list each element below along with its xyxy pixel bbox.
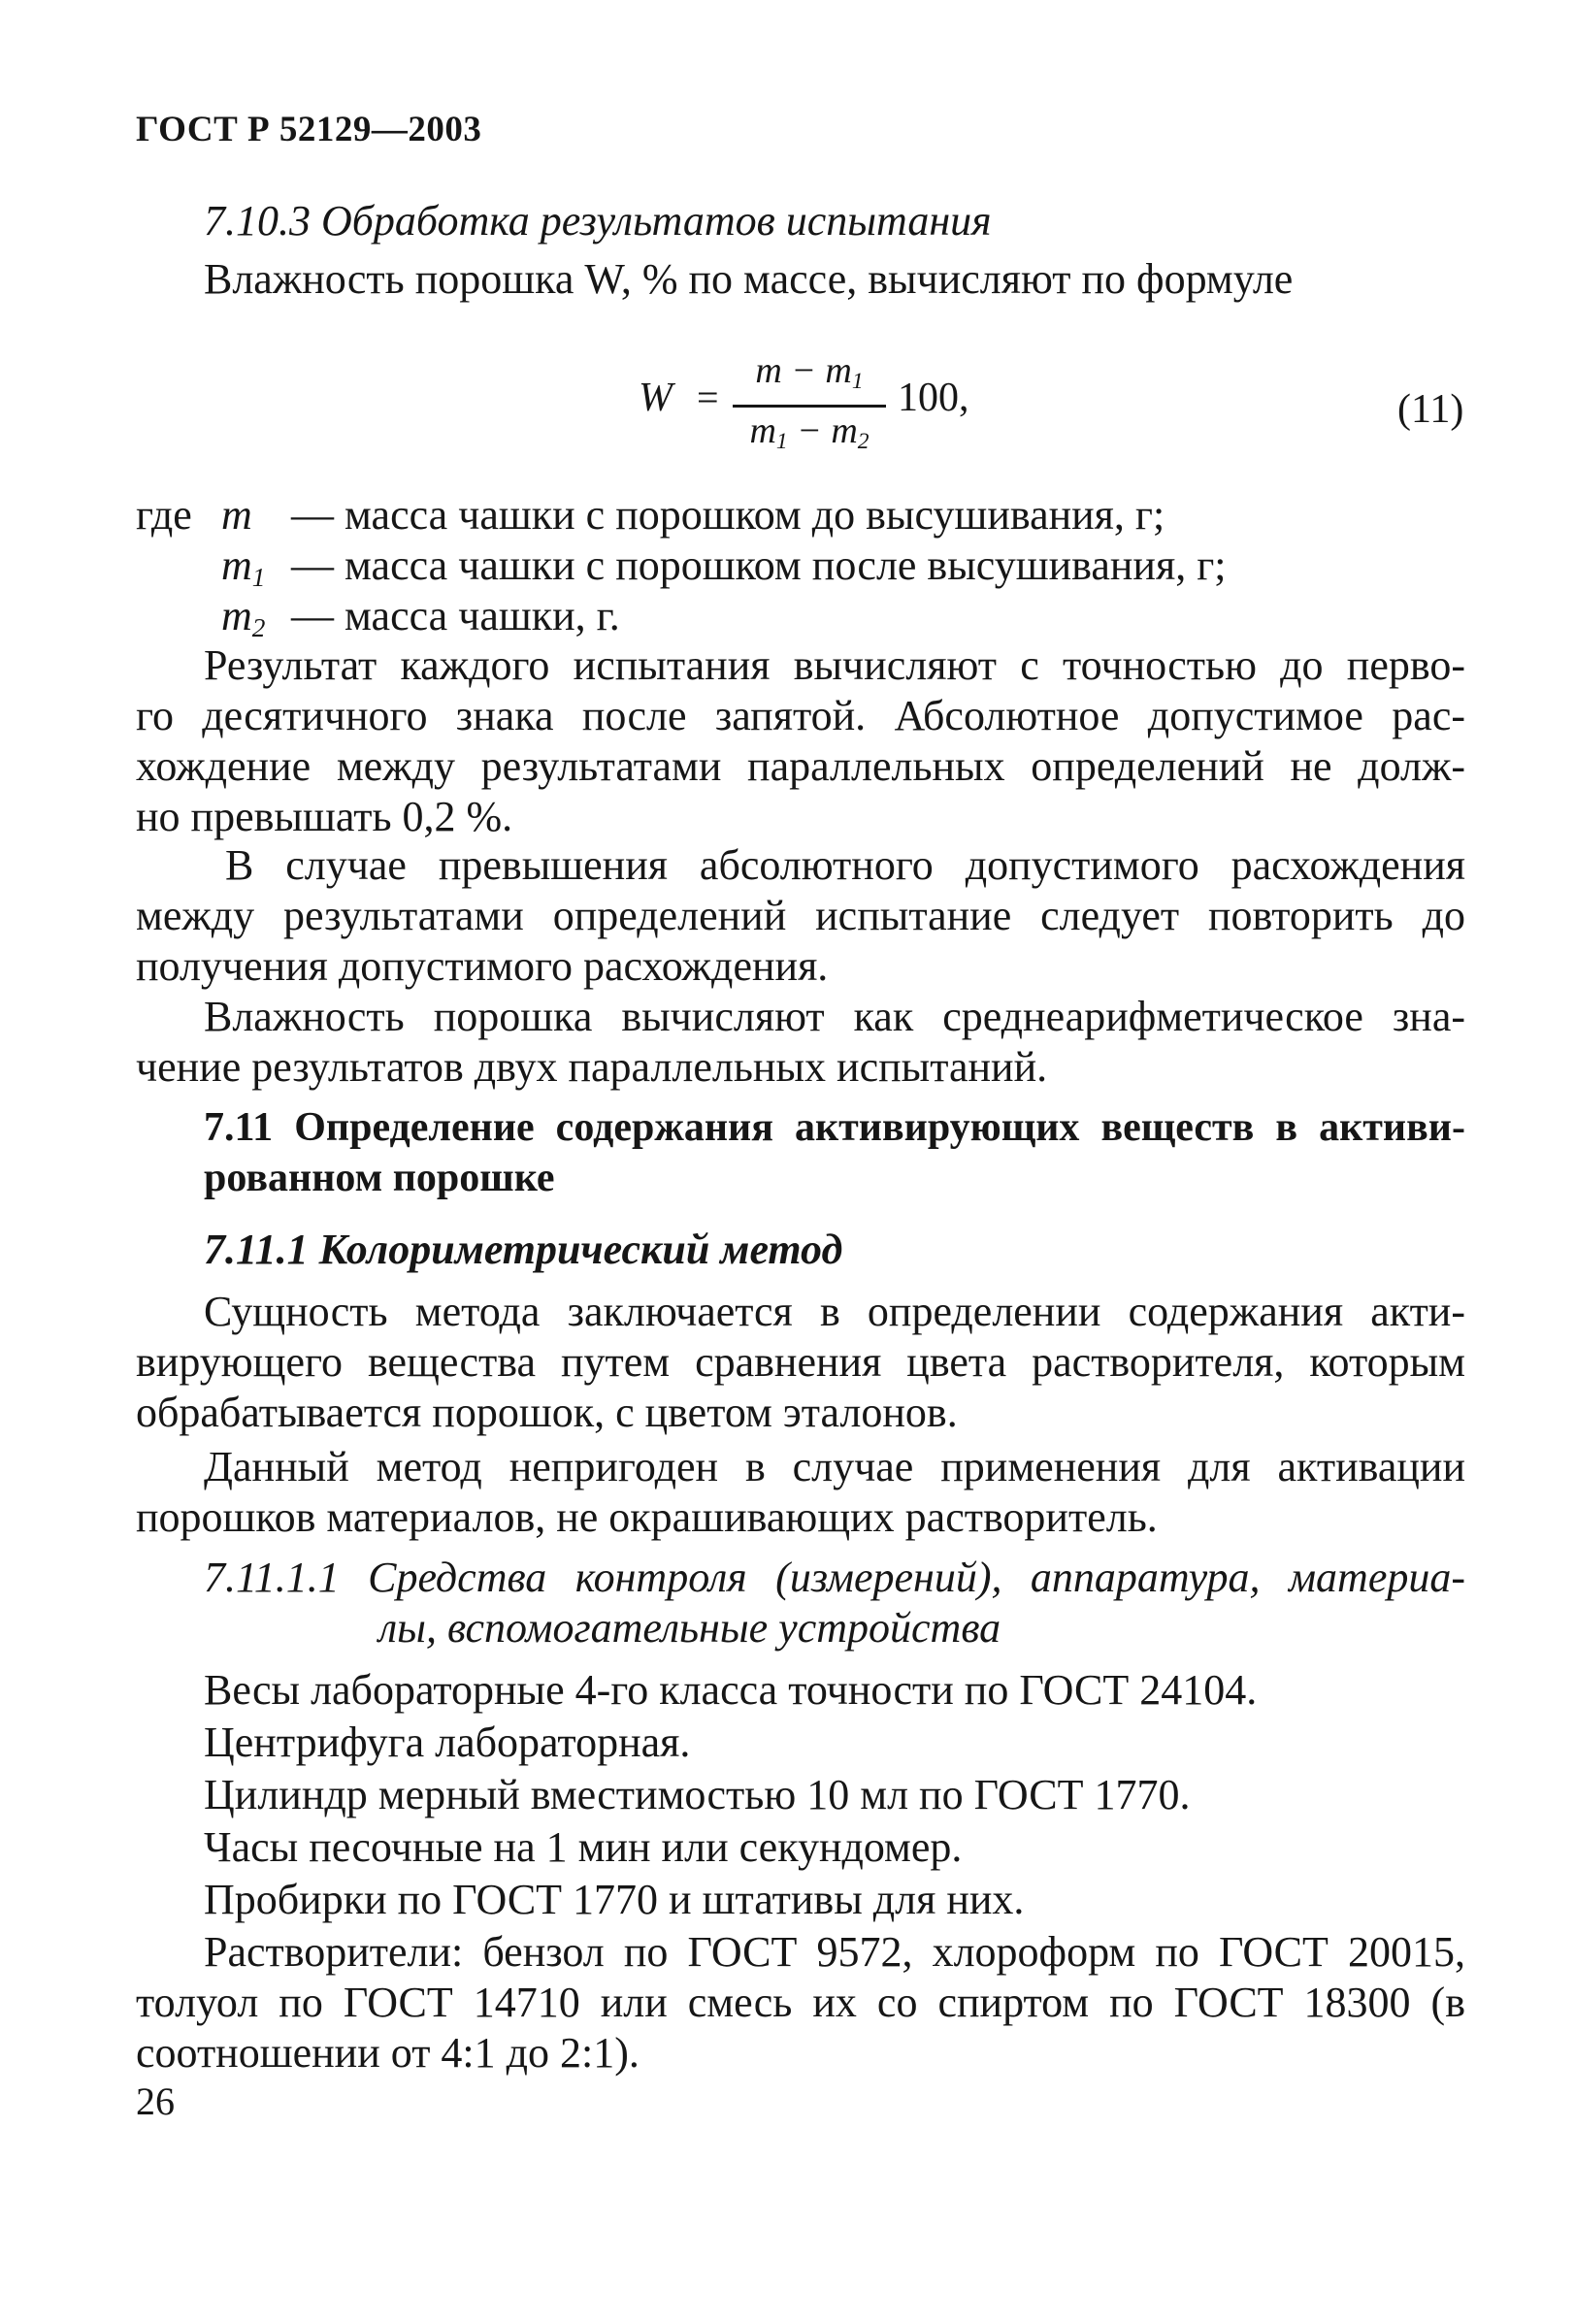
formula-fraction bbox=[733, 349, 886, 463]
document-header: ГОСТ Р 52129—2003 bbox=[136, 110, 482, 149]
paragraph-line: хождение между результатами параллельных определений не долж- bbox=[136, 742, 1465, 790]
equipment-item: Пробирки по ГОСТ 1770 и штативы для них. bbox=[204, 1876, 1025, 1923]
paragraph-line: толуол по ГОСТ 14710 или смесь их со спиртом по ГОСТ 18300 (в bbox=[136, 1979, 1465, 2026]
definition-text: — масса чашки, г. bbox=[291, 592, 620, 639]
paragraph-line: В случае превышения абсолютного допустимого расхождения bbox=[225, 841, 1465, 889]
formula-equals: = bbox=[697, 376, 719, 419]
formula-11 bbox=[0, 349, 1575, 466]
paragraph-line: но превышать 0,2 %. bbox=[136, 793, 513, 840]
formula-number: (11) bbox=[1397, 387, 1464, 432]
equipment-item: Часы песочные на 1 мин или секундомер. bbox=[204, 1823, 963, 1871]
section-7-11-1-1-title: лы, вспомогательные устройства bbox=[378, 1604, 1001, 1652]
paragraph-line: Результат каждого испытания вычисляют с точностью до перво- bbox=[204, 641, 1465, 689]
equipment-item: Весы лабораторные 4-го класса точности по ГОСТ 24104. bbox=[204, 1666, 1258, 1714]
equipment-item: Центрифуга лабораторная. bbox=[204, 1718, 691, 1766]
section-7-11-1-1-title: 7.11.1.1 Средства контроля (измерений), аппаратура, материа- bbox=[204, 1554, 1465, 1601]
paragraph-line: Данный метод непригоден в случае применения для активации bbox=[204, 1443, 1465, 1490]
paragraph-line: Растворители: бензол по ГОСТ 9572, хлороформ по ГОСТ 20015, bbox=[204, 1928, 1465, 1976]
paragraph-line: обрабатывается порошок, с цветом эталонов. bbox=[136, 1389, 958, 1436]
paragraph-line: вирующего вещества путем сравнения цвета растворителя, которым bbox=[136, 1338, 1465, 1386]
paragraph-line: Влажность порошка вычисляют как среднеарифметическое зна- bbox=[204, 993, 1465, 1040]
section-7-11-1-title: 7.11.1 Колориметрический метод bbox=[204, 1226, 843, 1273]
formula-multiplier: 100, bbox=[898, 376, 969, 420]
formula-intro: Влажность порошка W, % по массе, вычисляют по формуле bbox=[204, 255, 1294, 303]
definition-symbol: m bbox=[221, 491, 252, 539]
formula-denominator: $m_1 - m_2$ bbox=[749, 409, 870, 454]
paragraph-line: соотношении от 4:1 до 2:1). bbox=[136, 2029, 640, 2077]
paragraph-line: порошков материалов, не окрашивающих растворитель. bbox=[136, 1493, 1158, 1541]
formula-lhs: W bbox=[639, 376, 673, 420]
paragraph-line: получения допустимого расхождения. bbox=[136, 942, 829, 990]
definition-symbol: $m_2$ bbox=[221, 592, 266, 642]
section-7-10-3-title: 7.10.3 Обработка результатов испытания bbox=[204, 197, 992, 245]
definition-row bbox=[136, 490, 1165, 540]
section-7-11-title: 7.11 Определение содержания активирующих веществ в активи- bbox=[204, 1105, 1465, 1150]
definition-text: — масса чашки с порошком после высушивания, г; bbox=[291, 541, 1227, 589]
page-number: 26 bbox=[136, 2079, 175, 2123]
paragraph-line: Сущность метода заключается в определении содержания акти- bbox=[204, 1288, 1465, 1335]
section-7-11-title: рованном порошке bbox=[204, 1156, 555, 1200]
formula-numerator: $m - m_1$ bbox=[755, 350, 864, 394]
definition-symbol: $m_1$ bbox=[221, 541, 266, 592]
fraction-bar bbox=[733, 405, 886, 408]
paragraph-line: чение результатов двух параллельных испытаний. bbox=[136, 1043, 1048, 1091]
equipment-item: Цилиндр мерный вместимостью 10 мл по ГОСТ 1770. bbox=[204, 1771, 1191, 1818]
where-lead: где bbox=[136, 491, 192, 539]
paragraph-line: между результатами определений испытание следует повторить до bbox=[136, 892, 1465, 939]
paragraph-line: го десятичного знака после запятой. Абсолютное допустимое рас- bbox=[136, 692, 1465, 739]
definition-text: — масса чашки с порошком до высушивания, г; bbox=[291, 491, 1165, 539]
